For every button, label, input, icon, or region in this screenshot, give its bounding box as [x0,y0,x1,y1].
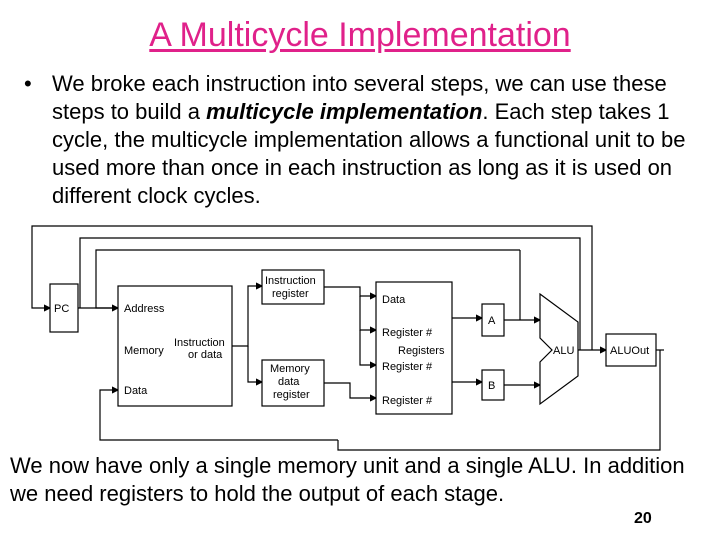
memory-output-wires [232,286,262,382]
regfile-reg1-label: Register # [382,327,433,339]
regfile-reg3-label: Register # [382,395,433,407]
instruction-register [262,270,324,304]
mdr-label-3: register [273,389,310,401]
memory-out-label-2: or data [188,349,223,361]
b-register [482,370,504,400]
aluout-register [606,334,664,366]
bullet-text-part2: . Each step takes 1 cycle, the multicycle implementation allows a functional unit to be used more than once in each instruction as long as it is used on different clock cycles. [52,99,686,208]
slide-number: 20 [634,510,652,527]
regfile-registers-label: Registers [398,345,445,357]
bullet-dot: • [24,71,32,96]
aluout-label: ALUOut [610,345,650,357]
slide-title: A Multicycle Implementation [149,16,571,54]
ir-label-1: Instruction [265,275,316,287]
alu-input-wires [504,250,540,385]
alu-label: ALU [553,345,575,357]
memory-out-label-1: Instruction [174,337,225,349]
bullet-text-part1: We broke each instruction into several steps, we can use these steps to build a [52,71,667,124]
b-label: B [488,380,496,392]
regfile-output-wires [452,318,482,382]
pc-register [50,284,78,332]
memory-address-label: Address [124,303,165,315]
mdr-label-1: Memory [270,363,310,375]
register-input-wires [324,287,376,398]
bullet-emphasis: multicycle implementation [206,99,483,124]
mdr-label-2: data [278,376,300,388]
memory-data-label: Data [124,385,148,397]
a-register [482,304,504,336]
pc-label: PC [54,303,70,315]
ir-label-2: register [272,288,309,300]
bottom-caption: We now have only a single memory unit and a single ALU. In addition we need registers to hold the output of each stage. [10,453,685,506]
register-file [376,282,452,414]
regfile-reg2-label: Register # [382,361,433,373]
regfile-data-label: Data [382,294,406,306]
memory-unit [118,286,232,406]
memory-data-register [262,360,324,406]
a-label: A [488,315,496,327]
memory-label: Memory [124,345,164,357]
alu [540,294,578,404]
